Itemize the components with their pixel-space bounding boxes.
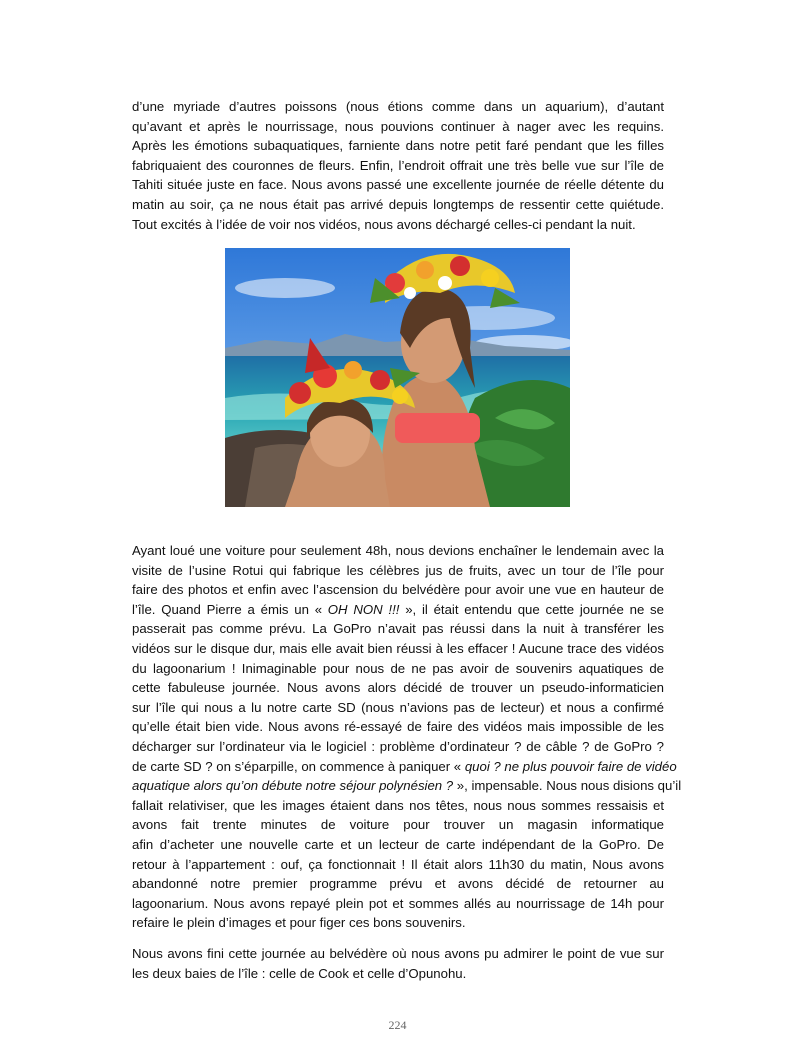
text-line: Nous avons fini cette journée au belvédère où nous avons pu admirer le point de vue sur — [132, 946, 664, 961]
text-line: avons fait trente minutes de voiture pour trouver un magasin informatique — [132, 817, 664, 833]
text-line: sur l’île qui nous a lu notre carte SD (nous n’avions pas de lecteur) et nous a confirmé — [132, 699, 664, 715]
text-line: visite de l’usine Rotui qui fabrique les célèbres jus de fruits, avec un tour de l’île pour — [132, 562, 664, 578]
paragraph-2 — [132, 541, 682, 933]
text-line: abandonné notre premier programme prévu et avons décidé de retourner au — [132, 876, 664, 892]
paragraph-3 — [132, 944, 664, 983]
text-line: qu’elle était bien vide. Nous avons ré-essayé de faire des vidéos mais impossible de les — [132, 719, 664, 735]
text-line: Ayant loué une voiture pour seulement 48h, nous devions enchaîner le lendemain avec la — [132, 543, 664, 558]
text-line: de carte SD ? on s’éparpille, on commence à paniquer « quoi ? ne plus pouvoir faire de vidéo — [132, 758, 677, 774]
text-line: Tahiti située juste en face. Nous avons passé une excellente journée de réelle détente du — [132, 177, 664, 193]
paragraph-1 — [132, 97, 664, 234]
text-line: d’une myriade d’autres poissons (nous étions comme dans un aquarium), d’autant — [132, 99, 664, 114]
text-line: Tout excités à l’idée de voir nos vidéos, nous avons déchargé celles-ci pendant la nuit. — [132, 216, 636, 232]
text-line: lagoonarium. Nous avons repayé plein pot et sommes allés au nourrissage de 14h pour — [132, 895, 664, 911]
page-number: 224 — [388, 1018, 407, 1032]
text-line: cette fabuleuse journée. Nous avons alors décidé de trouver un pseudo-informaticien — [132, 680, 664, 696]
text-line: passerait pas comme prévu. La GoPro n’avait pas réussi dans la nuit à transférer les — [132, 621, 664, 637]
text-line: l’île. Quand Pierre a émis un « OH NON !!! », il était entendu que cette journée ne se — [132, 601, 664, 617]
text-line: matin au soir, ça ne nous était pas arrivé depuis longtemps de ressentir cette quiétude. — [132, 196, 664, 212]
text-line: du lagoonarium ! Inimaginable pour nous de ne pas avoir de souvenirs aquatiques de — [132, 660, 664, 676]
text-line: retour à l’appartement : ouf, ça fonctionnait ! Il était alors 11h30 du matin, Nous avons — [132, 856, 664, 872]
text-line: vidéos sur le disque dur, mais elle avait bien réussi à les effacer ! Aucune trace des vidéos — [132, 640, 664, 656]
text-line: fabriquaient des couronnes de fleurs. Enfin, l’endroit offrait une très belle vue sur l’île de — [132, 157, 664, 173]
text-line: fallait relativiser, que les images étaient dans nos têtes, nous nous sommes ressaisis et — [132, 797, 664, 813]
text-line: qu’avant et après le nourrissage, nous pouvions continuer à nager avec les requins. — [132, 118, 664, 134]
text-line: décharger sur l’ordinateur via le logiciel : problème d’ordinateur ? de câble ? de GoPro ? — [132, 738, 664, 754]
text-line: afin d’acheter une nouvelle carte et un lecteur de carte indépendant de la GoPro. De — [132, 836, 664, 852]
text-line: Après les émotions subaquatiques, farniente dans notre petit faré pendant que les filles — [132, 138, 664, 154]
photo-girls-flower-crowns — [225, 248, 570, 507]
text-line: les deux baies de l’île : celle de Cook et celle d’Opunohu. — [132, 965, 467, 981]
text-line: aquatique alors qu’on débute notre séjour polynésien ? », impensable. Nous nous disions qu’il — [132, 778, 682, 794]
text-line: faire des photos et enfin avec l’ascension du belvédère pour avoir une vue en hauteur de — [132, 582, 664, 598]
text-line: refaire le plein d’images et pour figer ces bons souvenirs. — [132, 915, 466, 931]
